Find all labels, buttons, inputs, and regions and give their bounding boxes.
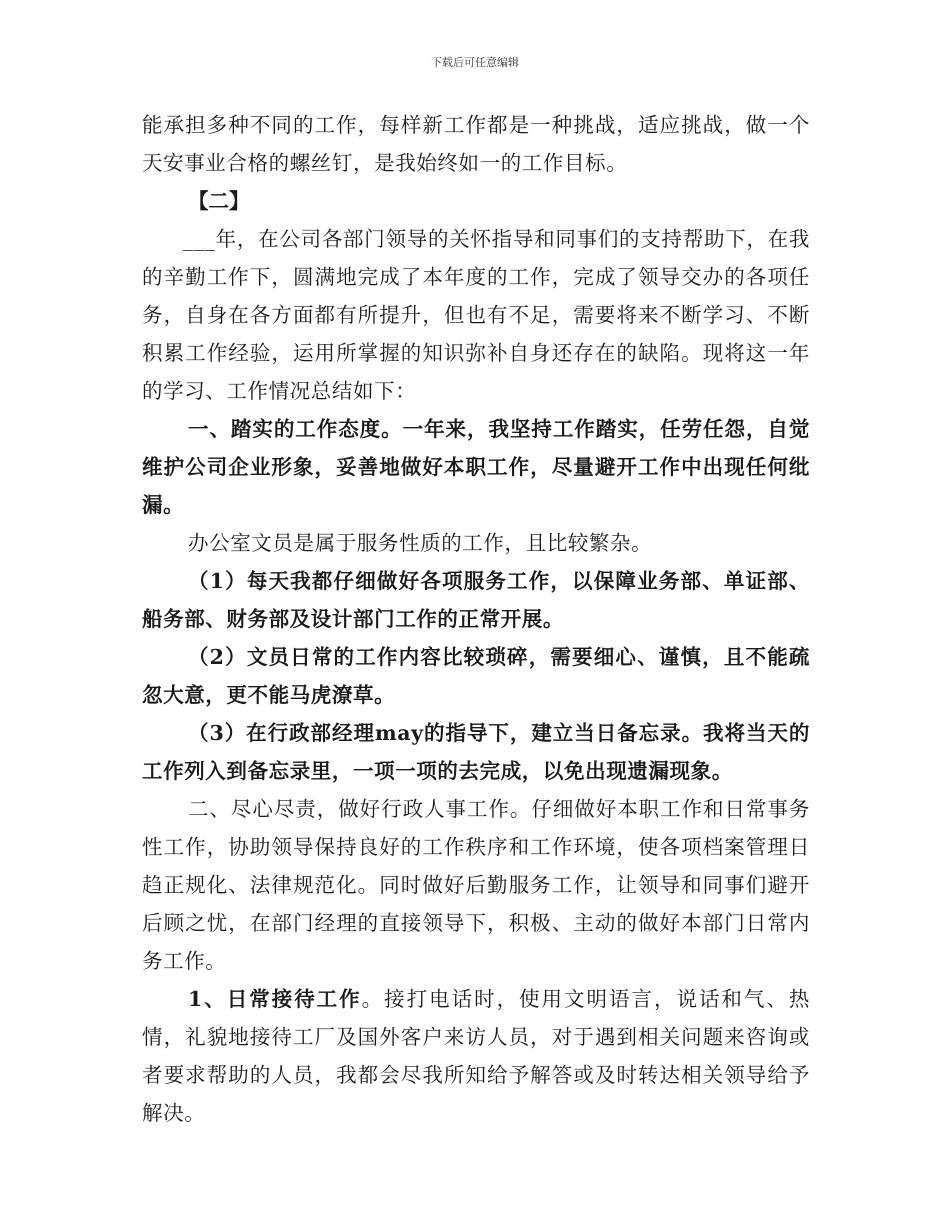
section-heading: 【二】 (188, 189, 250, 213)
paragraph-item-1: （1）每天我都仔细做好各项服务工作，以保障业务部、单证部、船务部、财务部及设计部门工作的正常开展。 (142, 569, 810, 631)
paragraph-intro: ___年，在公司各部门领导的关怀指导和同事们的支持帮助下，在我的辛勤工作下，圆满地完成了本年度的工作，完成了领导交办的各项任务，自身在各方面都有所提升，但也有不足，需要将来不断学习、不断积累工作经验，运用所掌握的知识弥补自身还存在的缺陷。现将这一年的学习、工作情况总结如下： (142, 227, 810, 403)
paragraph-hr-work: 二、尽心尽责，做好行政人事工作。仔细做好本职工作和日常事务性工作，协助领导保持良好的工作秩序和工作环境，使各项档案管理日趋正规化、法律规范化。同时做好后勤服务工作，让领导和同事们避开后顾之忧，在部门经理的直接领导下，积极、主动的做好本部门日常内务工作。 (142, 797, 810, 973)
page-header-note: 下载后可任意编辑 (431, 56, 519, 69)
reception-title: 1、日常接待工作 (188, 987, 362, 1011)
paragraph-office-clerk: 办公室文员是属于服务性质的工作，且比较繁杂。 (188, 531, 653, 555)
paragraph-continuation: 能承担多种不同的工作，每样新工作都是一种挑战，适应挑战，做一个天安事业合格的螺丝钉，是我始终如一的工作目标。 (142, 113, 810, 175)
paragraph-item-2: （2）文员日常的工作内容比较琐碎，需要细心、谨慎，且不能疏忽大意，更不能马虎潦草。 (142, 645, 810, 707)
document-body (142, 106, 810, 1132)
paragraph-reception (142, 980, 810, 1132)
reception-text: 。接打电话时，使用文明语言，说话和气、热情，礼貌地接待工厂及国外客户来访人员，对于遇到相关问题来咨询或者要求帮助的人员，我都会尽我所知给予解答或及时转达相关领导给予解决。 (142, 987, 810, 1125)
paragraph-attitude: 一、踏实的工作态度。一年来，我坚持工作踏实，任劳任怨，自觉维护公司企业形象，妥善地做好本职工作，尽量避开工作中出现任何纰漏。 (142, 417, 810, 517)
paragraph-item-3: （3）在行政部经理may的指导下，建立当日备忘录。我将当天的工作列入到备忘录里，一项一项的去完成，以免出现遗漏现象。 (142, 721, 810, 783)
